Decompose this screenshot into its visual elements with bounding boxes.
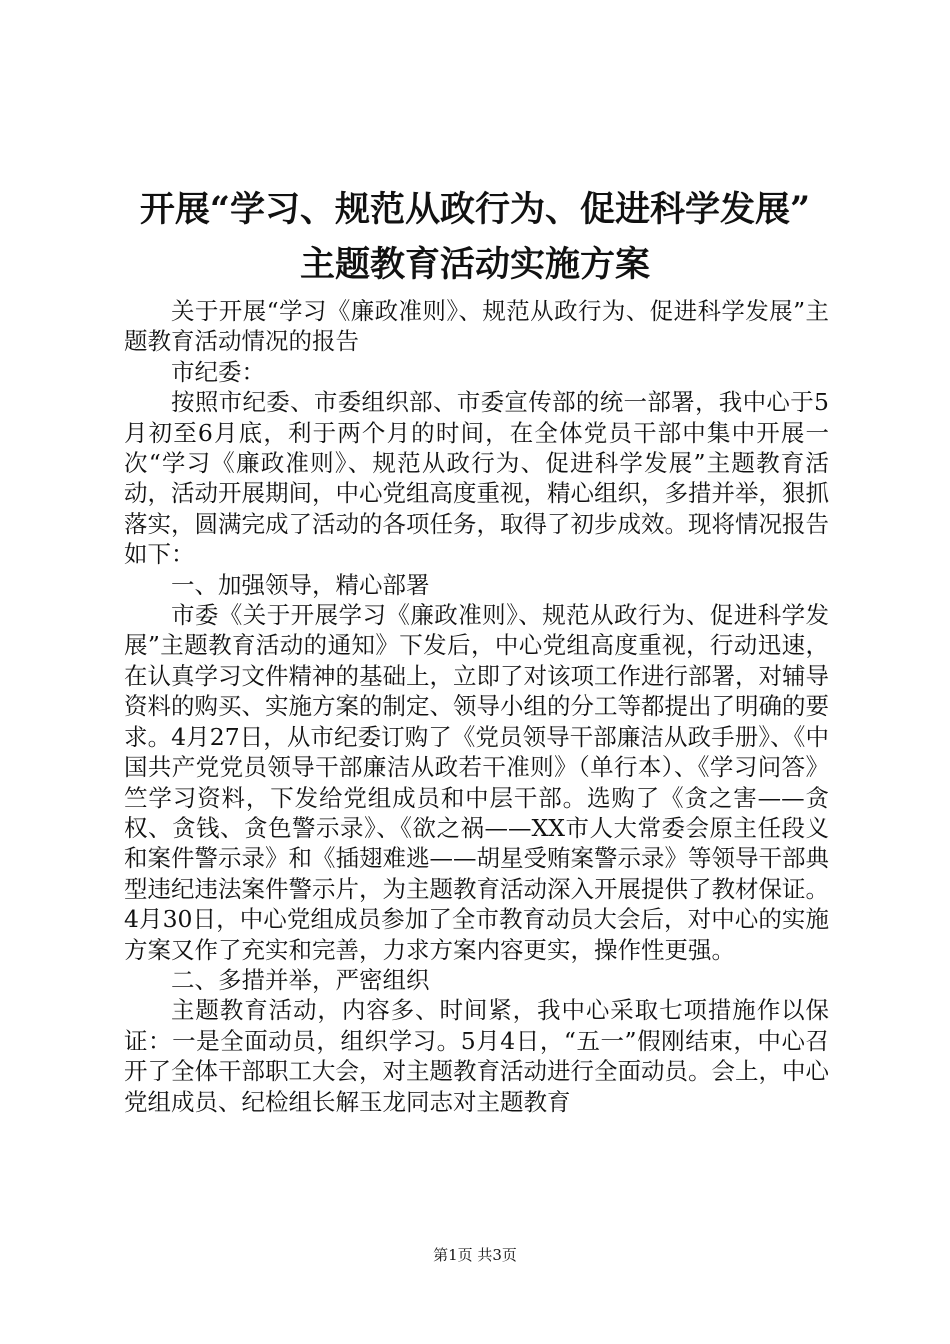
intro-paragraph: 按照市纪委、市委组织部、市委宣传部的统一部署，我中心于5月初至6月底，利于两个月的时间，在全体党员干部中集中开展一次“学习《廉政准则》、规范从政行为、促进科学发展”主题教育活动，活动开展期间，中心党组高度重视，精心组织，多措并举，狠抓落实，圆满完成了活动的各项任务，取得了初步成效。现将情况报告如下： [124, 388, 829, 569]
document-title-line-2: 主题教育活动实施方案 [299, 244, 650, 285]
document-body [124, 296, 829, 1117]
report-title-paragraph: 关于开展“学习《廉政准则》、规范从政行为、促进科学发展”主题教育活动情况的报告 [124, 297, 829, 356]
section-heading-2: 二、多措并举，严密组织 [171, 965, 430, 994]
section-1-paragraph: 市委《关于开展学习《廉政准则》、规范从政行为、促进科学发展”主题教育活动的通知》下发后，中心党组高度重视，行动迅速，在认真学习文件精神的基础上，立即了对该项工作进行部署，对辅导资料的购买、实施方案的制定、领导小组的分工等都提出了明确的要求。4月27日，从市纪委订购了《党员领导干部廉洁从政手册》、《中国共产党党员领导干部廉洁从政若干准则》（单行本）、《学习问答》竺学习资料，下发给党组成员和中层干部。选购了《贪之害——贪权、贪钱、贪色警示录》、《欲之祸——XX市人大常委会原主任段义和案件警示录》和《插翅难逃——胡星受贿案警示录》等领导干部典型违纪违法案件警示片，为主题教育活动深入开展提供了教材保证。4月30日，中心党组成员参加了全市教育动员大会后，对中心的实施方案又作了充实和完善，力求方案内容更实，操作性更强。 [124, 601, 829, 964]
section-heading-1: 一、加强领导，精心部署 [171, 570, 430, 599]
document-title-line-1: 开展“学习、规范从政行为、促进科学发展” [139, 189, 811, 230]
page-footer: 第1页 共3页 [433, 1246, 517, 1264]
section-2-paragraph: 主题教育活动，内容多、时间紧，我中心采取七项措施作以保证：一是全面动员，组织学习。5月4日，“五一”假刚结束，中心召开了全体干部职工大会，对主题教育活动进行全面动员。会上，中心党组成员、纪检组长解玉龙同志对主题教育 [124, 996, 829, 1116]
salutation-paragraph: 市纪委： [171, 357, 265, 386]
